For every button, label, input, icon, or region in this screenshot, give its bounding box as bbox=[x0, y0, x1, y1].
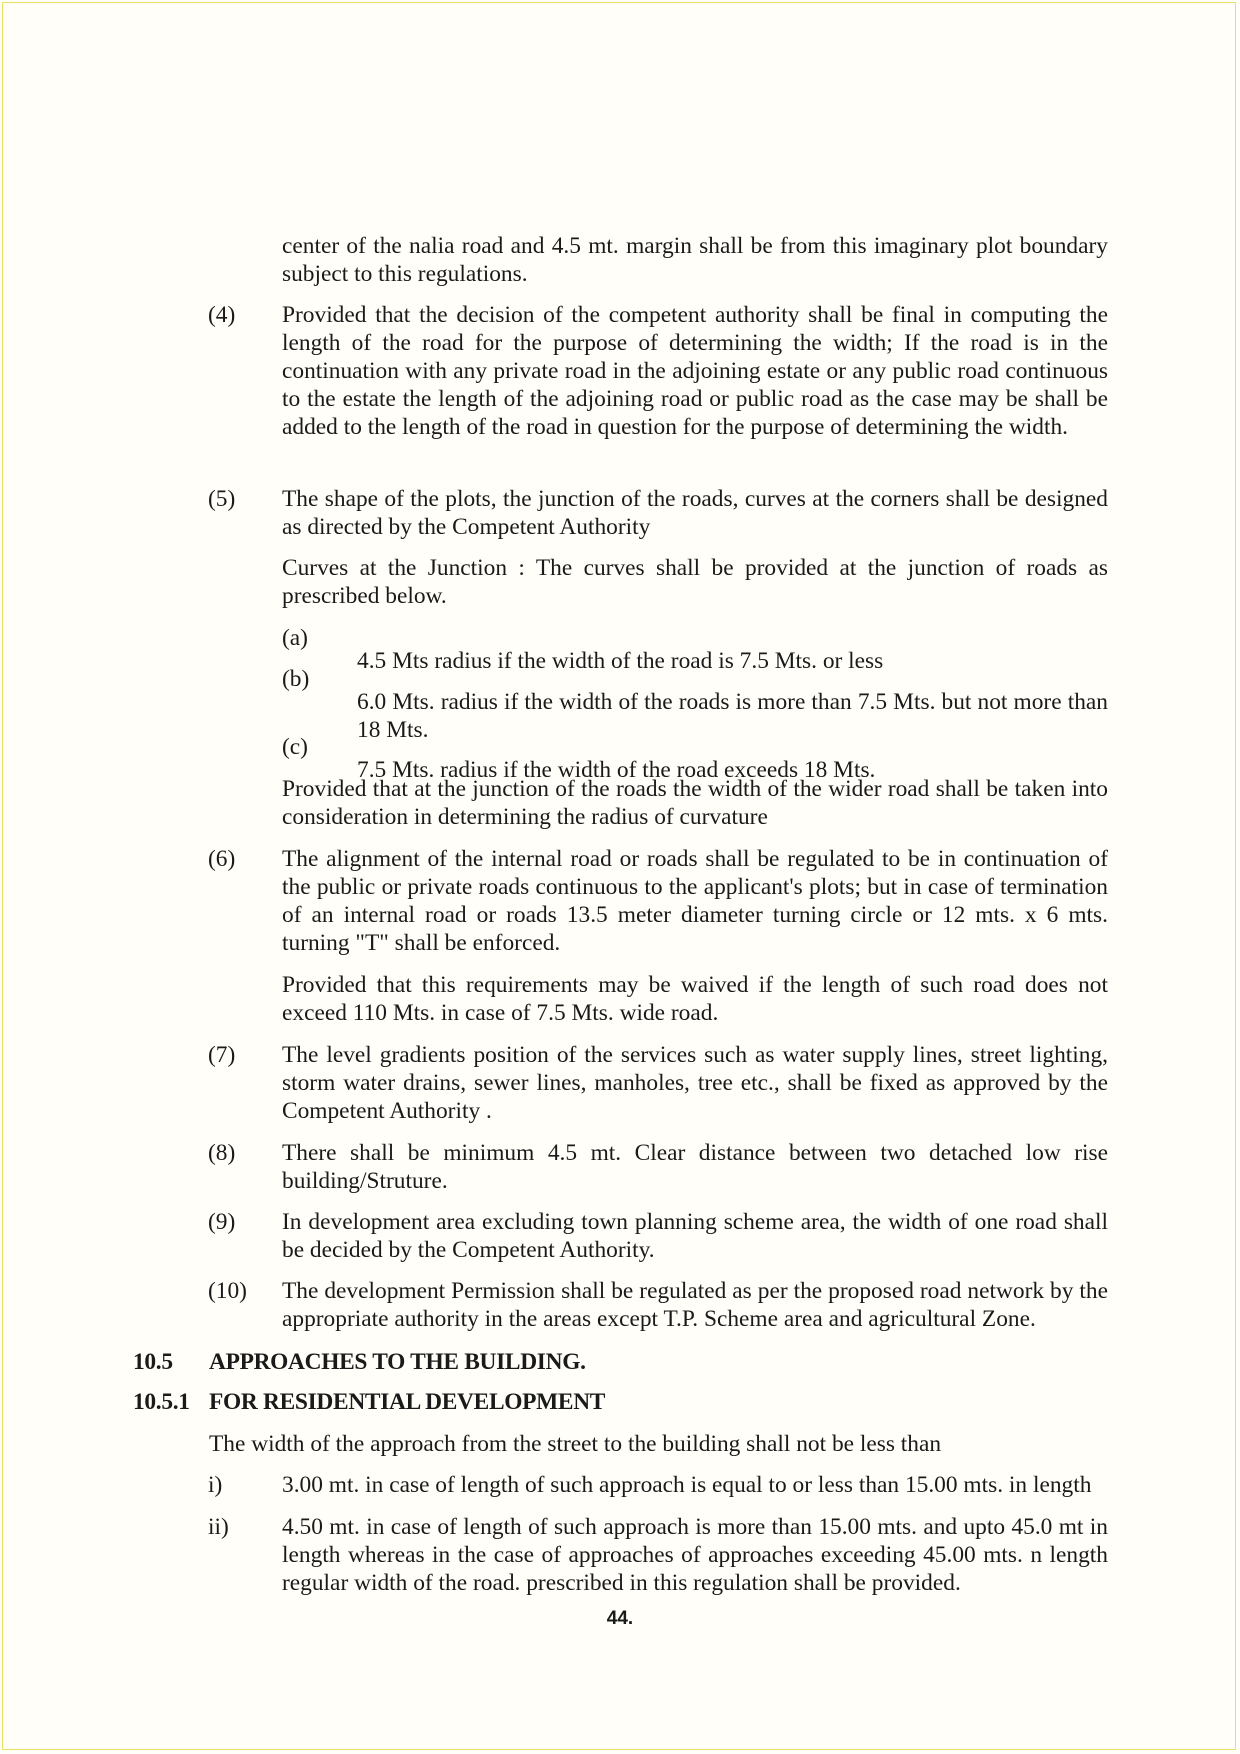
subsection-title: FOR RESIDENTIAL DEVELOPMENT bbox=[209, 1389, 606, 1415]
approach-item-text: 4.50 mt. in case of length of such approach is more than 15.00 mts. and upto 45.0 mt in length whereas in the case of approaches of approaches exceeding 45.00 mts. n length regular width of the road. prescribed in this regulation shall be provided. bbox=[282, 1514, 1108, 1596]
item-number: (7) bbox=[208, 1042, 236, 1068]
item-paragraph: Provided that at the junction of the roads the width of the wider road shall be taken into consideration in determining the radius of curvature bbox=[282, 776, 1108, 830]
subitem-text: 4.5 Mts radius if the width of the road is 7.5 Mts. or less bbox=[357, 648, 884, 675]
item-text: The shape of the plots, the junction of the roads, curves at the corners shall be designed as directed by the Competent Authority bbox=[282, 486, 1108, 540]
page-number: 44. bbox=[606, 1608, 634, 1629]
item-number: (6) bbox=[208, 846, 236, 872]
subitem-number: (b) bbox=[282, 666, 310, 692]
approach-item-number: ii) bbox=[208, 1514, 229, 1540]
subitem-number: (a) bbox=[282, 625, 308, 651]
item-text: The alignment of the internal road or roads shall be regulated to be in continuation of the public or private roads continuous to the applicant's plots; but in case of termination of an internal road or roads 13.5 meter diameter turning circle or 12 mts. x 6 mts. turning "T" shall be enforced. bbox=[282, 846, 1108, 956]
subitem-text: 7.5 Mts. radius if the width of the road exceeds 18 Mts. bbox=[357, 757, 876, 784]
item-text: The level gradients position of the services such as water supply lines, street lighting, storm water drains, sewer lines, manholes, tree etc., shall be fixed as approved by the Competent Authority . bbox=[282, 1042, 1108, 1124]
item-number: (10) bbox=[208, 1278, 247, 1304]
item-text: Provided that the decision of the competent authority shall be final in computing the length of the road for the purpose of determining the width; If the road is in the continuation with any private road in the adjoining estate or any public road continuous to the estate the length of the adjoining road or public road as the case may be shall be added to the length of the road in question for the purpose of determining the width. bbox=[282, 302, 1108, 440]
item-number: (8) bbox=[208, 1140, 236, 1166]
approach-item-text: 3.00 mt. in case of length of such approach is equal to or less than 15.00 mts. in length bbox=[282, 1472, 1092, 1498]
item-text: There shall be minimum 4.5 mt. Clear distance between two detached low rise building/Struture. bbox=[282, 1140, 1108, 1194]
section-title: APPROACHES TO THE BUILDING. bbox=[209, 1349, 586, 1375]
item-text: The development Permission shall be regulated as per the proposed road network by the appropriate authority in the areas except T.P. Scheme area and agricultural Zone. bbox=[282, 1278, 1108, 1332]
section-number: 10.5 bbox=[133, 1349, 173, 1375]
item-paragraph: Curves at the Junction : The curves shall be provided at the junction of roads as prescribed below. bbox=[282, 555, 1108, 609]
item-text: In development area excluding town planning scheme area, the width of one road shall be decided by the Competent Authority. bbox=[282, 1209, 1108, 1263]
subsection-number: 10.5.1 bbox=[133, 1389, 190, 1415]
subitem-text: 6.0 Mts. radius if the width of the roads is more than 7.5 Mts. but not more than 18 Mts. bbox=[357, 689, 1108, 744]
subitem-number: (c) bbox=[282, 734, 308, 760]
approach-intro: The width of the approach from the street to the building shall not be less than bbox=[209, 1431, 942, 1457]
item-number: (4) bbox=[208, 302, 236, 328]
item-number: (9) bbox=[208, 1209, 236, 1235]
approach-item-number: i) bbox=[208, 1472, 223, 1498]
item-paragraph: Provided that this requirements may be waived if the length of such road does not exceed 110 Mts. in case of 7.5 Mts. wide road. bbox=[282, 972, 1108, 1026]
item-number: (5) bbox=[208, 486, 236, 512]
continuation-paragraph: center of the nalia road and 4.5 mt. margin shall be from this imaginary plot boundary subject to this regulations. bbox=[282, 233, 1108, 287]
